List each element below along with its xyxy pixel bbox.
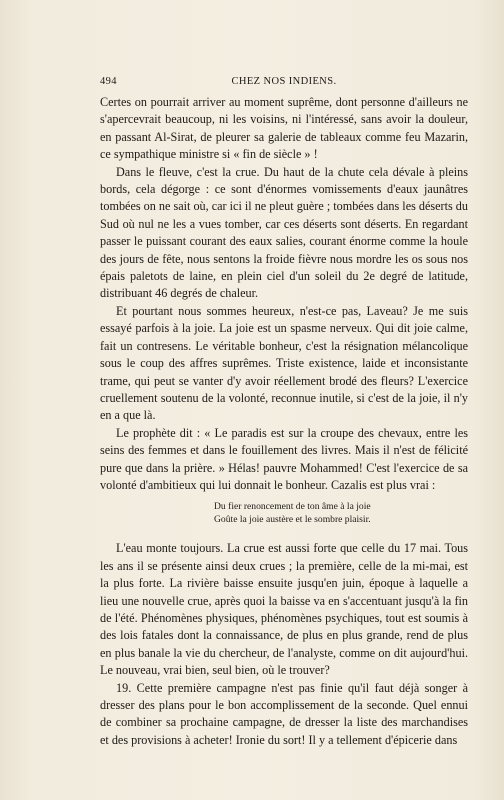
- paragraph: 19. Cette première campagne n'est pas finie qu'il faut déjà songer à dresser des plans pour le bon accomplissement de la seconde. Quel ennui de combiner sa prochaine campagne, de dresser la liste des marchandises et des provisions à acheter! Ironie du sort! Il y a tellement d'épicerie dans: [100, 680, 468, 747]
- page-number: 494: [100, 76, 117, 87]
- verse-quotation: [100, 500, 468, 526]
- paragraph: Dans le fleuve, c'est la crue. Du haut de la chute cela dévale à pleins bords, cela dégorge : ce sont d'énormes vomissements d'eaux jaunâtres tombées on ne sait où, car ici il ne pleut guère ; tombées dans les déserts du Sud où nul ne les a vues tomber, car ces déserts sont déserts. En regardant passer le puissant courant des eaux salies, courant énorme comme la houle des jours de fête, nous sentons la froide fièvre nous mordre les os sous nos épais paletots de laine, en plein ciel d'un soleil du 2e degré de latitude, distribuant 46 degrés de chaleur.: [100, 164, 468, 301]
- body-text: [100, 94, 468, 749]
- verse-line: Goûte la joie austère et le sombre plaisir.: [214, 514, 371, 526]
- paragraph: L'eau monte toujours. La crue est aussi forte que celle du 17 mai. Tous les ans il se présente ainsi deux crues ; la première, celle de la mi-mai, est la plus forte. La rivière baisse ensuite jusqu'en juin, époque à laquelle a lieu une nouvelle crue, après quoi la baisse va en s'accentuant jusqu'à la fin de l'été. Phénomènes physiques, phénomènes psychiques, tout est soumis à des lois fatales dont la connaissance, de plus en plus grande, rend de plus en plus banale la vie du chercheur, de l'analyste, comme on dit aujourd'hui. Le nouveau, vrai bien, seul bien, où le trouver?: [100, 541, 468, 678]
- running-header: [100, 76, 468, 90]
- paragraph: Certes on pourrait arriver au moment suprême, dont personne d'ailleurs ne s'apercevrait beaucoup, ni les voisins, ni l'intéressé, sans avoir la douleur, en passant Al-Sirat, de pleurer sa galerie de tableaux comme feu Mazarin, ce sympathique ministre si « fin de siècle » !: [100, 95, 468, 162]
- paragraph: Le prophète dit : « Le paradis est sur la croupe des chevaux, entre les seins des femmes et dans le fouillement des livres. Mais il n'est de félicité pure que dans la prière. » Hélas! pauvre Mohammed! C'est l'exercice de sa volonté d'ambitieux qui lui donnait le bonheur. Cazalis est plus vrai :: [100, 425, 468, 492]
- running-title: CHEZ NOS INDIENS.: [231, 76, 337, 87]
- paragraph: Et pourtant nous sommes heureux, n'est-ce pas, Laveau? Je me suis essayé parfois à la joie. La joie est un spasme nerveux. Qui dit joie calme, fait un contresens. Le véritable bonheur, c'est la résignation mélancolique sous le coup des affres suprêmes. Triste existence, laide et inconsistante trame, qui peut se vanter d'y avoir réellement brodé des fleurs? L'exercice cruellement soutenu de la volonté, reconnue inutile, si c'est de la joie, il n'y en a que là.: [100, 303, 468, 423]
- verse-line: Du fier renoncement de ton âme à la joie: [214, 501, 371, 513]
